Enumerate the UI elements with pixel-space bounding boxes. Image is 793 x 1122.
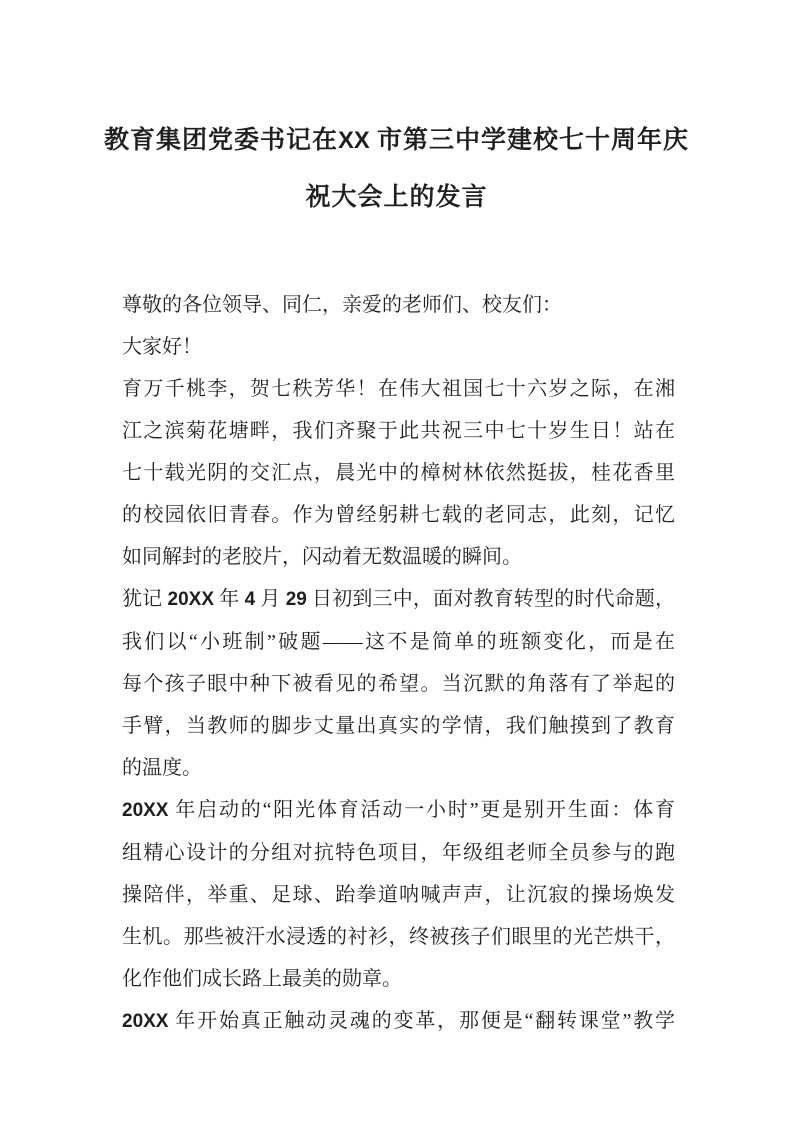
body-line: 江之滨菊花塘畔，我们齐聚于此共祝三中七十岁生日！站在 bbox=[122, 420, 675, 442]
placeholder-number: 29 bbox=[285, 589, 307, 610]
body-line: 20XX 年开始真正触动灵魂的变革，那便是“翻转课堂”教学 bbox=[122, 1010, 675, 1032]
placeholder-number: XX bbox=[338, 127, 370, 154]
placeholder-number: 20XX bbox=[167, 589, 215, 610]
body-line: 的校园依旧青春。作为曾经躬耕七载的老同志，此刻，记忆 bbox=[122, 504, 675, 526]
body-line: 20XX 年启动的“阳光体育活动一小时”更是别开生面：体育 bbox=[122, 799, 675, 821]
body-line: 我们以“小班制”破题——这不是简单的班额变化，而是在 bbox=[122, 631, 675, 653]
body-line: 生机。那些被汗水浸透的衬衫，终被孩子们眼里的光芒烘干， bbox=[122, 926, 675, 948]
document-title bbox=[0, 112, 793, 226]
body-line: 化作他们成长路上最美的勋章。 bbox=[122, 968, 402, 990]
body-line: 七十载光阴的交汇点，晨光中的樟树林依然挺拔，桂花香里 bbox=[122, 462, 675, 484]
title-line-2: 祝大会上的发言 bbox=[305, 184, 488, 211]
body-line: 手臂，当教师的脚步丈量出真实的学情，我们触摸到了教育 bbox=[122, 715, 675, 737]
title-line-1: 教育集团党委书记在XX 市第三中学建校七十周年庆 bbox=[104, 127, 689, 154]
body-line: 组精心设计的分组对抗特色项目，年级组老师全员参与的跑 bbox=[122, 842, 675, 864]
placeholder-number: 4 bbox=[244, 589, 256, 610]
body-line: 如同解封的老胶片，闪动着无数温暖的瞬间。 bbox=[122, 546, 522, 568]
body-line: 每个孩子眼中种下被看见的希望。当沉默的角落有了举起的 bbox=[122, 673, 675, 695]
body-line: 育万千桃李，贺七秩芳华！在伟大祖国七十六岁之际，在湘 bbox=[122, 378, 675, 400]
body-line: 的温度。 bbox=[122, 757, 202, 779]
placeholder-number: 20XX bbox=[122, 800, 169, 821]
body-line: 操陪伴，举重、足球、跆拳道呐喊声声，让沉寂的操场焕发 bbox=[122, 884, 675, 906]
greeting-line: 大家好！ bbox=[122, 336, 202, 358]
document-body bbox=[122, 284, 675, 1043]
salutation-line: 尊敬的各位领导、同仁，亲爱的老师们、校友们： bbox=[122, 294, 562, 316]
placeholder-number: 20XX bbox=[122, 1011, 169, 1032]
body-line: 犹记 20XX 年 4 月 29 日初到三中，面对教育转型的时代命题， bbox=[122, 588, 676, 610]
